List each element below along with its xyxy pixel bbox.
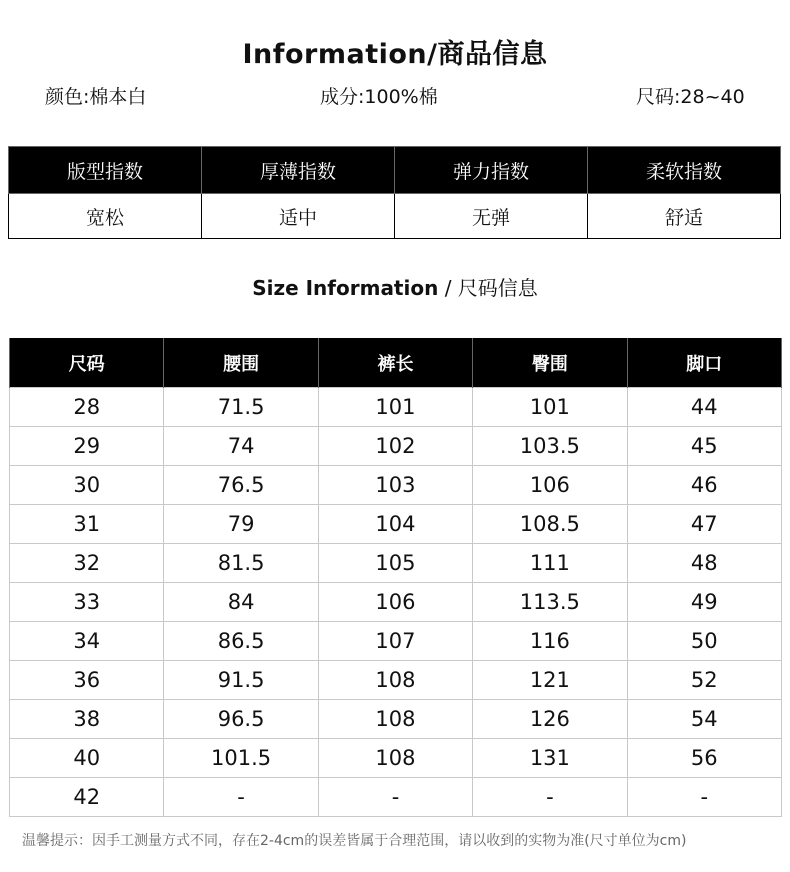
table-cell: 52 <box>627 661 781 700</box>
table-cell: - <box>473 778 627 817</box>
table-cell: 30 <box>10 466 164 505</box>
table-cell: 28 <box>10 388 164 427</box>
index-value-cell: 适中 <box>202 194 395 239</box>
index-header-cell: 弹力指数 <box>395 147 588 194</box>
table-cell: 96.5 <box>164 700 318 739</box>
table-row <box>10 778 782 817</box>
composition-info: 成分:100%棉 <box>320 86 438 108</box>
table-cell: 76.5 <box>164 466 318 505</box>
measurement-note: 温馨提示：因手工测量方式不同，存在2-4cm的误差皆属于合理范围，请以收到的实物为准(尺寸单位为cm) <box>22 833 687 849</box>
size-table-body <box>10 388 782 817</box>
table-cell: 108.5 <box>473 505 627 544</box>
index-value-cell: 舒适 <box>588 194 781 239</box>
size-title-en: Size Information <box>252 276 439 300</box>
table-row <box>10 700 782 739</box>
table-cell: 31 <box>10 505 164 544</box>
index-header-cell: 柔软指数 <box>588 147 781 194</box>
table-cell: 111 <box>473 544 627 583</box>
table-cell: 103.5 <box>473 427 627 466</box>
table-row <box>10 466 782 505</box>
table-row <box>10 739 782 778</box>
size-header-cell: 臀围 <box>473 338 627 388</box>
table-cell: 54 <box>627 700 781 739</box>
index-header-row <box>9 147 781 194</box>
table-cell: 106 <box>473 466 627 505</box>
table-cell: 103 <box>318 466 472 505</box>
size-header-cell: 裤长 <box>318 338 472 388</box>
table-cell: - <box>318 778 472 817</box>
table-cell: 121 <box>473 661 627 700</box>
table-cell: 104 <box>318 505 472 544</box>
table-cell: 131 <box>473 739 627 778</box>
table-cell: 42 <box>10 778 164 817</box>
index-header-cell: 厚薄指数 <box>202 147 395 194</box>
table-cell: 108 <box>318 661 472 700</box>
table-cell: 105 <box>318 544 472 583</box>
table-cell: 48 <box>627 544 781 583</box>
table-cell: 102 <box>318 427 472 466</box>
table-cell: 107 <box>318 622 472 661</box>
size-title-cn: / 尺码信息 <box>438 276 538 300</box>
table-cell: 33 <box>10 583 164 622</box>
table-cell: - <box>627 778 781 817</box>
table-cell: 34 <box>10 622 164 661</box>
table-cell: 56 <box>627 739 781 778</box>
size-header-cell: 尺码 <box>10 338 164 388</box>
table-cell: 36 <box>10 661 164 700</box>
index-value-cell: 宽松 <box>9 194 202 239</box>
table-cell: 101.5 <box>164 739 318 778</box>
table-cell: 116 <box>473 622 627 661</box>
table-cell: 113.5 <box>473 583 627 622</box>
table-cell: 47 <box>627 505 781 544</box>
table-cell: 74 <box>164 427 318 466</box>
index-value-row <box>9 194 781 239</box>
index-header-cell: 版型指数 <box>9 147 202 194</box>
size-section-title <box>0 272 790 301</box>
table-cell: 32 <box>10 544 164 583</box>
table-cell: 106 <box>318 583 472 622</box>
size-header-row <box>10 338 782 388</box>
table-cell: 49 <box>627 583 781 622</box>
table-cell: 46 <box>627 466 781 505</box>
table-cell: 101 <box>318 388 472 427</box>
index-value-cell: 无弹 <box>395 194 588 239</box>
page-title: Information/商品信息 <box>242 39 548 70</box>
table-cell: 126 <box>473 700 627 739</box>
table-cell: 71.5 <box>164 388 318 427</box>
table-cell: 79 <box>164 505 318 544</box>
table-row <box>10 544 782 583</box>
table-row <box>10 388 782 427</box>
table-cell: 40 <box>10 739 164 778</box>
size-range-info: 尺码:28~40 <box>636 86 745 108</box>
table-cell: 91.5 <box>164 661 318 700</box>
table-cell: 84 <box>164 583 318 622</box>
table-row <box>10 622 782 661</box>
table-cell: 45 <box>627 427 781 466</box>
table-row <box>10 661 782 700</box>
table-row <box>10 427 782 466</box>
size-header-cell: 脚口 <box>627 338 781 388</box>
index-table <box>8 146 781 239</box>
table-cell: 44 <box>627 388 781 427</box>
color-info: 颜色:棉本白 <box>45 86 147 108</box>
table-cell: 81.5 <box>164 544 318 583</box>
table-cell: - <box>164 778 318 817</box>
table-row <box>10 583 782 622</box>
table-cell: 108 <box>318 700 472 739</box>
table-cell: 50 <box>627 622 781 661</box>
table-cell: 108 <box>318 739 472 778</box>
table-cell: 38 <box>10 700 164 739</box>
table-row <box>10 505 782 544</box>
size-header-cell: 腰围 <box>164 338 318 388</box>
table-cell: 29 <box>10 427 164 466</box>
table-cell: 86.5 <box>164 622 318 661</box>
table-cell: 101 <box>473 388 627 427</box>
size-table <box>9 338 782 817</box>
